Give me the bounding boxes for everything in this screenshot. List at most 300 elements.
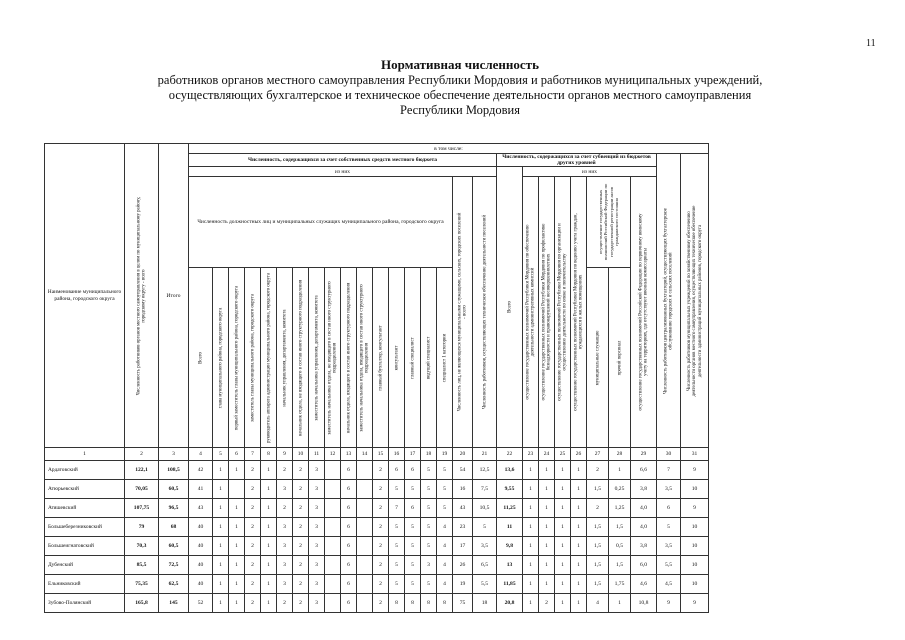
table-cell: 62,5 xyxy=(159,575,189,594)
table-cell: 1 xyxy=(571,518,587,537)
header-local-budget: Численность, содержащихся за счет собственных средств местного бюджета xyxy=(189,154,497,167)
table-cell: 1 xyxy=(213,499,229,518)
table-cell: 1 xyxy=(229,518,245,537)
table-cell: 1 xyxy=(523,461,539,480)
table-cell: 9,8 xyxy=(497,537,523,556)
table-cell: 2 xyxy=(245,575,261,594)
table-cell: 10,8 xyxy=(631,594,657,613)
table-cell: 4,5 xyxy=(657,575,681,594)
table-cell: 3,5 xyxy=(657,480,681,499)
header-col-16: консультант xyxy=(389,268,405,448)
column-number-cell: 18 xyxy=(421,448,437,461)
table-row xyxy=(45,594,709,613)
table-cell: 2 xyxy=(293,461,309,480)
table-cell: 7,5 xyxy=(473,480,497,499)
table-cell: 1,75 xyxy=(609,575,631,594)
table-cell: 1 xyxy=(539,537,555,556)
column-number-cell: 15 xyxy=(373,448,389,461)
table-cell: 42 xyxy=(189,461,213,480)
header-col-7: заместитель главы муниципального района, городского округа xyxy=(245,268,261,448)
table-cell: 68 xyxy=(159,518,189,537)
column-number-cell: 17 xyxy=(405,448,421,461)
table-cell: 2 xyxy=(373,556,389,575)
table-cell: 6 xyxy=(341,461,357,480)
table-cell: 6 xyxy=(405,499,421,518)
column-number-cell: 20 xyxy=(453,448,473,461)
table-cell: 2 xyxy=(293,499,309,518)
table-cell: 2 xyxy=(245,499,261,518)
table-cell: 1 xyxy=(261,461,277,480)
table-cell: 2 xyxy=(539,594,555,613)
table-cell: 2 xyxy=(293,537,309,556)
column-number-cell: 14 xyxy=(357,448,373,461)
table-cell: 108,5 xyxy=(159,461,189,480)
table-cell: 3 xyxy=(309,594,325,613)
district-name-cell: Ельниковский xyxy=(45,575,125,594)
table-cell: 13,6 xyxy=(497,461,523,480)
table-cell: 122,1 xyxy=(125,461,159,480)
table-cell: 2 xyxy=(373,518,389,537)
title-line-1: работников органов местного самоуправления Республики Мордовия и работников муниципальных учреждений, xyxy=(157,73,763,87)
table-cell: 41 xyxy=(189,480,213,499)
header-col-20: Численность лиц, не являющихся муниципальными служащими, сельских, городских поселений - всего xyxy=(453,177,473,448)
table-cell: 4 xyxy=(437,575,453,594)
table-cell: 2 xyxy=(587,499,609,518)
table-cell: 0,25 xyxy=(609,480,631,499)
table-cell: 5 xyxy=(389,556,405,575)
table-cell: 1 xyxy=(555,480,571,499)
column-number-cell: 26 xyxy=(571,448,587,461)
column-number-cell: 28 xyxy=(609,448,631,461)
table-cell: 1 xyxy=(571,594,587,613)
table-cell: 13 xyxy=(497,556,523,575)
table-cell: 1 xyxy=(539,556,555,575)
table-cell: 1 xyxy=(523,480,539,499)
table-cell: 6,6 xyxy=(631,461,657,480)
table-cell: 6 xyxy=(341,556,357,575)
table-cell: 3,8 xyxy=(631,480,657,499)
table-cell: 3 xyxy=(277,480,293,499)
table-cell: 1 xyxy=(571,461,587,480)
table-cell: 1 xyxy=(555,556,571,575)
table-cell: 2 xyxy=(277,594,293,613)
header-of-them: из них xyxy=(189,167,497,177)
table-cell: 107,75 xyxy=(125,499,159,518)
table-cell: 1 xyxy=(571,575,587,594)
table-body xyxy=(45,461,709,613)
table-cell: 1 xyxy=(213,518,229,537)
table-cell: 1 xyxy=(555,518,571,537)
table-cell: 2 xyxy=(373,594,389,613)
table-cell: 3,5 xyxy=(657,537,681,556)
table-cell xyxy=(357,537,373,556)
table-cell: 3 xyxy=(309,518,325,537)
header-col-18: ведущий специалист xyxy=(421,268,437,448)
table-cell: 9 xyxy=(681,499,709,518)
table-cell: 2 xyxy=(245,461,261,480)
table-cell: 10 xyxy=(681,575,709,594)
table-cell: 10 xyxy=(681,556,709,575)
table-cell xyxy=(357,575,373,594)
header-officials: Численность должностных лиц и муниципальных служащих муниципального района, городского округа xyxy=(189,177,453,268)
table-cell: 11,85 xyxy=(497,575,523,594)
table-cell: 3 xyxy=(309,537,325,556)
table-cell: 1 xyxy=(261,575,277,594)
table-cell: 6 xyxy=(657,499,681,518)
table-cell: 1 xyxy=(261,556,277,575)
column-number-cell: 24 xyxy=(539,448,555,461)
table-cell: 10 xyxy=(681,518,709,537)
table-cell: 6 xyxy=(341,499,357,518)
column-number-cell: 6 xyxy=(229,448,245,461)
column-number-cell: 11 xyxy=(309,448,325,461)
header-col-27: муниципальные служащие xyxy=(587,268,609,448)
table-cell: 165,8 xyxy=(125,594,159,613)
table-cell: 40 xyxy=(189,575,213,594)
table-cell: 1,5 xyxy=(609,518,631,537)
table-cell: 5 xyxy=(437,461,453,480)
table-cell: 1 xyxy=(261,480,277,499)
table-cell: 10,5 xyxy=(473,499,497,518)
header-of-them-3: из них xyxy=(523,167,657,177)
table-cell xyxy=(325,499,341,518)
header-col-15: главный бухгалтер, консультант xyxy=(373,268,389,448)
table-cell: 60,5 xyxy=(159,537,189,556)
table-cell: 7 xyxy=(657,461,681,480)
table-cell: 4 xyxy=(437,518,453,537)
column-number-cell: 22 xyxy=(497,448,523,461)
column-number-cell: 8 xyxy=(261,448,277,461)
table-cell: 1 xyxy=(555,594,571,613)
table-cell: 9 xyxy=(657,594,681,613)
table-cell: 2 xyxy=(373,480,389,499)
table-cell: 12,5 xyxy=(473,461,497,480)
staffing-table-wrapper xyxy=(44,143,709,613)
document-title: Нормативная численность xyxy=(381,57,539,72)
header-col-21: Численность работников, осуществляющих техническое обеспечение деятельности поселений xyxy=(473,177,497,448)
table-cell: 1,5 xyxy=(609,556,631,575)
table-cell: 1 xyxy=(539,575,555,594)
table-cell: 5,5 xyxy=(473,575,497,594)
table-cell: 5 xyxy=(421,518,437,537)
header-district-name: Наименование муниципального района, городского округа xyxy=(45,144,125,448)
header-col-25: осуществление государственных полномочий Республики Мордовия по организации и осуществлению деятельности по опеке и попечительству xyxy=(555,177,571,448)
table-cell xyxy=(325,537,341,556)
table-cell: 5 xyxy=(437,499,453,518)
table-cell: 11,25 xyxy=(497,499,523,518)
table-cell: 1 xyxy=(523,537,539,556)
table-cell: 1 xyxy=(523,518,539,537)
table-cell: 2 xyxy=(373,537,389,556)
table-cell: 2 xyxy=(245,518,261,537)
table-cell: 70,05 xyxy=(125,480,159,499)
table-cell: 1 xyxy=(261,537,277,556)
header-col-23: осуществление государственных полномочий Республики Мордовия по обеспечению деятельности административных комиссий xyxy=(523,177,539,448)
table-cell: 1 xyxy=(609,461,631,480)
table-cell: 1,5 xyxy=(587,518,609,537)
table-cell: 4 xyxy=(437,556,453,575)
table-cell: 1 xyxy=(213,575,229,594)
table-cell: 16 xyxy=(453,480,473,499)
table-cell: 1 xyxy=(261,499,277,518)
header-col-24: осуществление государственных полномочий Республики Мордовия по профилактике безнадзорности и правонарушений несовершеннолетних xyxy=(539,177,555,448)
table-cell xyxy=(325,518,341,537)
district-name-cell: Ардатовский xyxy=(45,461,125,480)
header-col-5: глава муниципального района, городского округа xyxy=(213,268,229,448)
table-cell: 54 xyxy=(453,461,473,480)
table-cell: 3 xyxy=(309,480,325,499)
column-number-cell: 4 xyxy=(189,448,213,461)
title-line-2: осуществляющих бухгалтерское и техническое обеспечение деятельности органов местного самоуправления xyxy=(168,88,752,102)
table-cell: 9 xyxy=(681,461,709,480)
table-cell: 8 xyxy=(437,594,453,613)
table-cell: 1,5 xyxy=(587,537,609,556)
table-cell: 6 xyxy=(341,594,357,613)
column-number-cell: 23 xyxy=(523,448,539,461)
table-cell xyxy=(357,499,373,518)
page-number: 11 xyxy=(866,38,876,49)
column-number-cell: 5 xyxy=(213,448,229,461)
column-number-cell: 21 xyxy=(473,448,497,461)
column-number-cell: 30 xyxy=(657,448,681,461)
table-cell: 1 xyxy=(229,575,245,594)
table-cell: 2 xyxy=(245,556,261,575)
table-cell: 4 xyxy=(587,594,609,613)
table-cell: 1 xyxy=(571,499,587,518)
table-cell: 5 xyxy=(389,537,405,556)
table-cell: 3 xyxy=(421,556,437,575)
table-cell: 5 xyxy=(421,537,437,556)
table-cell: 9,55 xyxy=(497,480,523,499)
header-civil-registry: осуществление государственных полномочий Российской Федерации по государственной регистрации актов гражданского состояния xyxy=(587,177,631,268)
table-cell: 1,25 xyxy=(609,499,631,518)
table-cell: 5 xyxy=(405,575,421,594)
header-col-28: прочий персонал xyxy=(609,268,631,448)
table-cell: 1 xyxy=(229,461,245,480)
table-cell: 6 xyxy=(389,461,405,480)
table-cell: 6 xyxy=(341,537,357,556)
header-col-22: Всего xyxy=(497,167,523,448)
table-cell: 6,5 xyxy=(473,556,497,575)
table-row xyxy=(45,480,709,499)
table-cell: 2 xyxy=(293,556,309,575)
table-cell: 2 xyxy=(277,461,293,480)
column-number-cell: 29 xyxy=(631,448,657,461)
table-cell: 5 xyxy=(657,518,681,537)
table-cell: 18 xyxy=(473,594,497,613)
table-cell: 3 xyxy=(309,499,325,518)
table-cell: 85,5 xyxy=(125,556,159,575)
table-cell: 4,6 xyxy=(631,575,657,594)
table-cell xyxy=(325,556,341,575)
table-cell: 26 xyxy=(453,556,473,575)
table-cell: 1 xyxy=(539,518,555,537)
table-cell: 1 xyxy=(229,556,245,575)
table-cell xyxy=(357,556,373,575)
table-cell: 3 xyxy=(277,556,293,575)
table-cell: 4,0 xyxy=(631,499,657,518)
header-col-4: Всего xyxy=(189,268,213,448)
column-number-cell: 31 xyxy=(681,448,709,461)
table-cell: 5 xyxy=(421,461,437,480)
table-cell: 6,0 xyxy=(631,556,657,575)
header-col-13: начальник отдела, входящего в состав иного структурного подразделения xyxy=(341,268,357,448)
table-cell: 1 xyxy=(555,575,571,594)
table-cell: 1 xyxy=(571,537,587,556)
table-cell: 8 xyxy=(405,594,421,613)
table-cell: 2 xyxy=(373,461,389,480)
table-cell: 40 xyxy=(189,518,213,537)
table-cell: 1 xyxy=(571,480,587,499)
table-cell: 1 xyxy=(555,461,571,480)
table-cell: 1 xyxy=(539,499,555,518)
table-cell: 1 xyxy=(555,537,571,556)
header-col-26: осуществление государственных полномочий Республики Мордовия по ведению учета граждан, нуждающихся в жилых помещениях xyxy=(571,177,587,448)
table-cell: 3 xyxy=(309,575,325,594)
header-col-14: заместитель начальника отдела, входящего в состав иного структурного подразделения xyxy=(357,268,373,448)
table-cell: 5 xyxy=(421,480,437,499)
district-name-cell: Большеберезниковский xyxy=(45,518,125,537)
table-cell: 5 xyxy=(405,537,421,556)
table-cell: 5 xyxy=(389,518,405,537)
table-cell: 1 xyxy=(213,537,229,556)
column-number-cell: 16 xyxy=(389,448,405,461)
table-cell: 2 xyxy=(293,480,309,499)
table-cell xyxy=(357,594,373,613)
table-cell: 23 xyxy=(453,518,473,537)
table-cell: 5 xyxy=(421,575,437,594)
table-cell: 17 xyxy=(453,537,473,556)
header-col-10: начальник отдела, не входящего в состав иного структурного подразделения xyxy=(293,268,309,448)
table-cell: 5 xyxy=(389,575,405,594)
column-number-cell: 9 xyxy=(277,448,293,461)
header-col-9: начальник управления, департамента, комитета xyxy=(277,268,293,448)
table-cell xyxy=(357,480,373,499)
header-itogo: Итого xyxy=(159,144,189,448)
table-cell: 5 xyxy=(421,499,437,518)
table-cell: 3 xyxy=(277,518,293,537)
table-cell: 4,0 xyxy=(631,518,657,537)
table-cell xyxy=(357,518,373,537)
column-number-cell: 19 xyxy=(437,448,453,461)
table-cell: 1 xyxy=(213,594,229,613)
column-number-cell: 7 xyxy=(245,448,261,461)
table-cell: 3 xyxy=(277,575,293,594)
table-cell: 1 xyxy=(523,499,539,518)
table-cell: 3 xyxy=(309,461,325,480)
table-cell: 2 xyxy=(277,499,293,518)
header-total-staff: Численность работников органов местного самоуправления в целом по муниципальному району, городскому округу - всего xyxy=(125,144,159,448)
table-cell: 145 xyxy=(159,594,189,613)
table-cell: 1 xyxy=(229,499,245,518)
table-cell: 75,35 xyxy=(125,575,159,594)
table-cell: 43 xyxy=(453,499,473,518)
table-cell: 2 xyxy=(293,518,309,537)
header-col-11: заместитель начальника управления, департамента, комитета xyxy=(309,268,325,448)
table-cell: 1 xyxy=(555,499,571,518)
table-row xyxy=(45,537,709,556)
district-name-cell: Большеигнатовский xyxy=(45,537,125,556)
header-col-30: Численность работников централизованных бухгалтерий, осуществляющих бухгалтерское обслуживание городских и сельских поселений xyxy=(657,154,681,448)
column-number-cell: 27 xyxy=(587,448,609,461)
table-cell: 1,5 xyxy=(587,575,609,594)
table-cell: 7 xyxy=(389,499,405,518)
table-cell: 3,5 xyxy=(473,537,497,556)
table-cell: 6 xyxy=(341,575,357,594)
table-cell: 2 xyxy=(373,499,389,518)
table-cell xyxy=(229,480,245,499)
table-cell xyxy=(325,575,341,594)
column-number-cell: 10 xyxy=(293,448,309,461)
header-col-29: осуществление государственных полномочий Российской Федерации по первичному воинскому учету на территориях, где отсутствуют военные комиссариаты xyxy=(631,177,657,448)
title-block xyxy=(60,57,860,118)
header-in-total: в том числе: xyxy=(189,144,709,154)
table-cell: 2 xyxy=(245,537,261,556)
district-name-cell: Дубенский xyxy=(45,556,125,575)
header-col-31: Численность работников муниципальных учреждений по хозяйственному обеспечению деятельности органов местного самоуправления, осуществляющих техническое обеспечение деятельности администраций муниципальных районов, городского округа xyxy=(681,154,709,448)
table-row xyxy=(45,575,709,594)
table-cell: 1 xyxy=(229,537,245,556)
table-cell: 1 xyxy=(213,461,229,480)
column-number-cell: 2 xyxy=(125,448,159,461)
table-cell: 70,3 xyxy=(125,537,159,556)
table-row xyxy=(45,499,709,518)
table-cell: 5 xyxy=(437,480,453,499)
table-cell: 5 xyxy=(405,518,421,537)
table-cell: 19 xyxy=(453,575,473,594)
table-cell: 6 xyxy=(341,518,357,537)
table-cell: 43 xyxy=(189,499,213,518)
table-cell: 75 xyxy=(453,594,473,613)
table-cell: 96,5 xyxy=(159,499,189,518)
table-cell: 2 xyxy=(245,480,261,499)
column-number-cell: 3 xyxy=(159,448,189,461)
table-cell: 1 xyxy=(539,480,555,499)
table-cell: 3,8 xyxy=(631,537,657,556)
table-cell: 79 xyxy=(125,518,159,537)
column-number-row xyxy=(45,448,709,461)
table-cell: 3 xyxy=(277,537,293,556)
table-cell: 2 xyxy=(293,575,309,594)
header-subsidy: Численность, содержащихся за счет субвенций из бюджетов других уровней xyxy=(497,154,657,167)
district-name-cell: Атюрьевский xyxy=(45,480,125,499)
table-cell: 6 xyxy=(341,480,357,499)
table-cell: 4 xyxy=(437,537,453,556)
table-cell: 1 xyxy=(523,575,539,594)
table-cell: 10 xyxy=(681,480,709,499)
table-cell: 2 xyxy=(293,594,309,613)
table-cell: 1 xyxy=(609,594,631,613)
table-cell: 1 xyxy=(229,594,245,613)
table-cell: 72,5 xyxy=(159,556,189,575)
table-cell: 40 xyxy=(189,537,213,556)
table-cell: 52 xyxy=(189,594,213,613)
table-cell: 1 xyxy=(571,556,587,575)
table-cell: 0,5 xyxy=(609,537,631,556)
table-cell: 1 xyxy=(213,480,229,499)
table-cell: 2 xyxy=(245,594,261,613)
column-number-cell: 25 xyxy=(555,448,571,461)
table-cell: 5 xyxy=(389,480,405,499)
district-name-cell: Атяшевский xyxy=(45,499,125,518)
column-number-cell: 1 xyxy=(45,448,125,461)
table-cell: 1 xyxy=(539,461,555,480)
header-col-6: первый заместитель главы муниципального района, городского округа xyxy=(229,268,245,448)
table-cell: 6 xyxy=(405,461,421,480)
table-cell: 5 xyxy=(405,556,421,575)
table-cell: 8 xyxy=(389,594,405,613)
table-cell xyxy=(357,461,373,480)
